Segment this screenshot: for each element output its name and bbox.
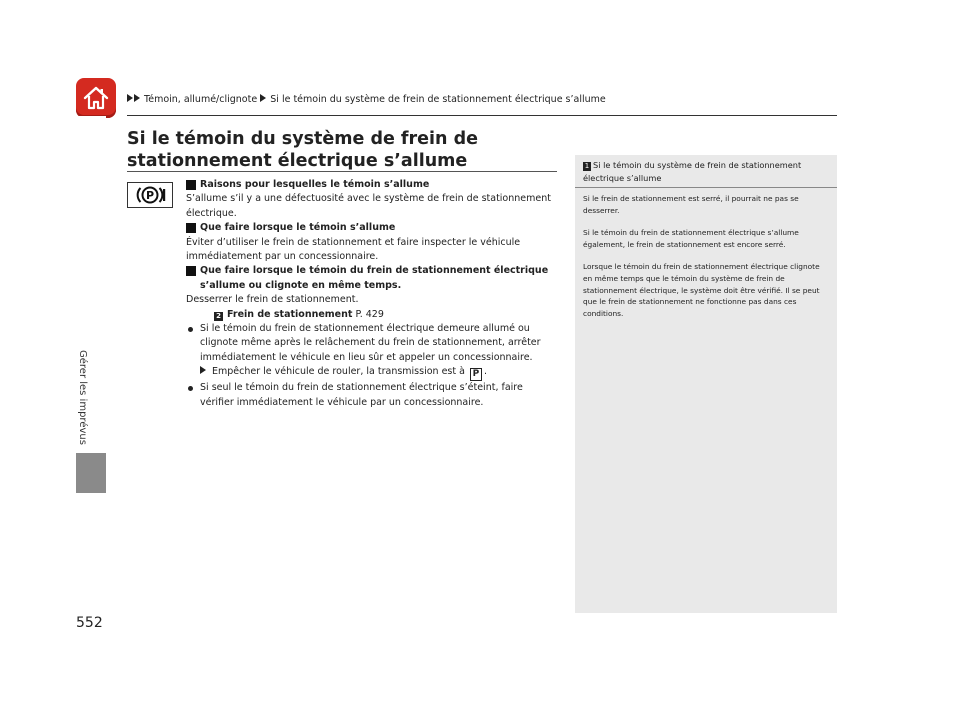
gear-p-icon: P xyxy=(470,368,482,381)
section-heading: Que faire lorsque le témoin s’allume xyxy=(186,221,558,235)
page-title: Si le témoin du système de frein de stationnement électrique s’allume xyxy=(127,129,478,171)
note-rule xyxy=(575,187,837,188)
chapter-label: Gérer les imprévus xyxy=(77,350,88,445)
title-rule xyxy=(127,171,557,172)
bullet-item: Si seul le témoin du frein de stationnement électrique s’éteint, faire vérifier immédiatement le véhicule par un concessionnaire. xyxy=(186,381,558,410)
bullet-subitem: Empêcher le véhicule de rouler, la transmission est à P . xyxy=(186,365,558,381)
note-paragraph: Si le frein de stationnement est serré, il pourrait ne pas se desserrer. xyxy=(583,194,799,215)
paragraph: S’allume s’il y a une défectuosité avec le système de frein de stationnement électrique. xyxy=(186,193,551,219)
paragraph: Desserrer le frein de stationnement. xyxy=(186,294,359,306)
main-content xyxy=(186,178,558,410)
bullet-dot-icon xyxy=(188,386,193,391)
square-bullet-icon xyxy=(186,266,196,276)
page-number: 552 xyxy=(76,615,103,631)
note-body xyxy=(583,193,831,330)
bullet-item: Si le témoin du frein de stationnement électrique demeure allumé ou clignote même après le relâchement du frein de stationnement, arrêter immédiatement le véhicule en lieu sûr et appeler un concessionnaire. xyxy=(186,322,558,365)
header-rule xyxy=(127,115,837,116)
square-bullet-icon xyxy=(186,180,196,190)
note-paragraph: Si le témoin du frein de stationnement électrique s’allume également, le frein de stationnement est encore serré. xyxy=(583,228,799,249)
breadcrumb-item-2: Si le témoin du système de frein de stationnement électrique s’allume xyxy=(270,94,606,105)
section-heading: Que faire lorsque le témoin du frein de stationnement électrique s’allume ou clignote en même temps. xyxy=(186,264,558,293)
breadcrumb-arrow-icon xyxy=(260,94,266,102)
svg-text:P: P xyxy=(145,189,155,202)
breadcrumb xyxy=(127,94,606,105)
note-title: 1 Si le témoin du système de frein de stationnement électrique s’allume xyxy=(583,160,802,183)
note-paragraph: Lorsque le témoin du frein de stationnement électrique clignote en même temps que le témoin du système de frein de stationnement électrique, le système doit être vérifié. Il se peut que le frein de stationnement ne fonctionne pas dans ces conditions. xyxy=(583,262,820,318)
cross-reference[interactable] xyxy=(186,308,558,322)
breadcrumb-arrow-icon xyxy=(134,94,140,102)
parking-brake-warning-icon xyxy=(127,182,173,208)
paragraph: Éviter d’utiliser le frein de stationnement et faire inspecter le véhicule immédiatement par un concessionnaire. xyxy=(186,236,521,263)
bullet-dot-icon xyxy=(188,327,193,332)
sub-arrow-icon xyxy=(200,366,206,374)
reference-arrow-icon: 2 xyxy=(214,312,223,321)
breadcrumb-arrow-icon xyxy=(127,94,133,102)
note-panel xyxy=(575,155,837,613)
square-bullet-icon xyxy=(186,223,196,233)
reference-page: P. 429 xyxy=(355,308,384,320)
reference-label[interactable]: Frein de stationnement xyxy=(227,308,353,320)
chapter-tab[interactable] xyxy=(76,453,106,493)
home-icon[interactable] xyxy=(76,78,116,118)
section-heading: Raisons pour lesquelles le témoin s’allume xyxy=(186,178,558,192)
note-number-icon: 1 xyxy=(584,162,590,170)
breadcrumb-item-1[interactable]: Témoin, allumé/clignote xyxy=(144,94,258,105)
